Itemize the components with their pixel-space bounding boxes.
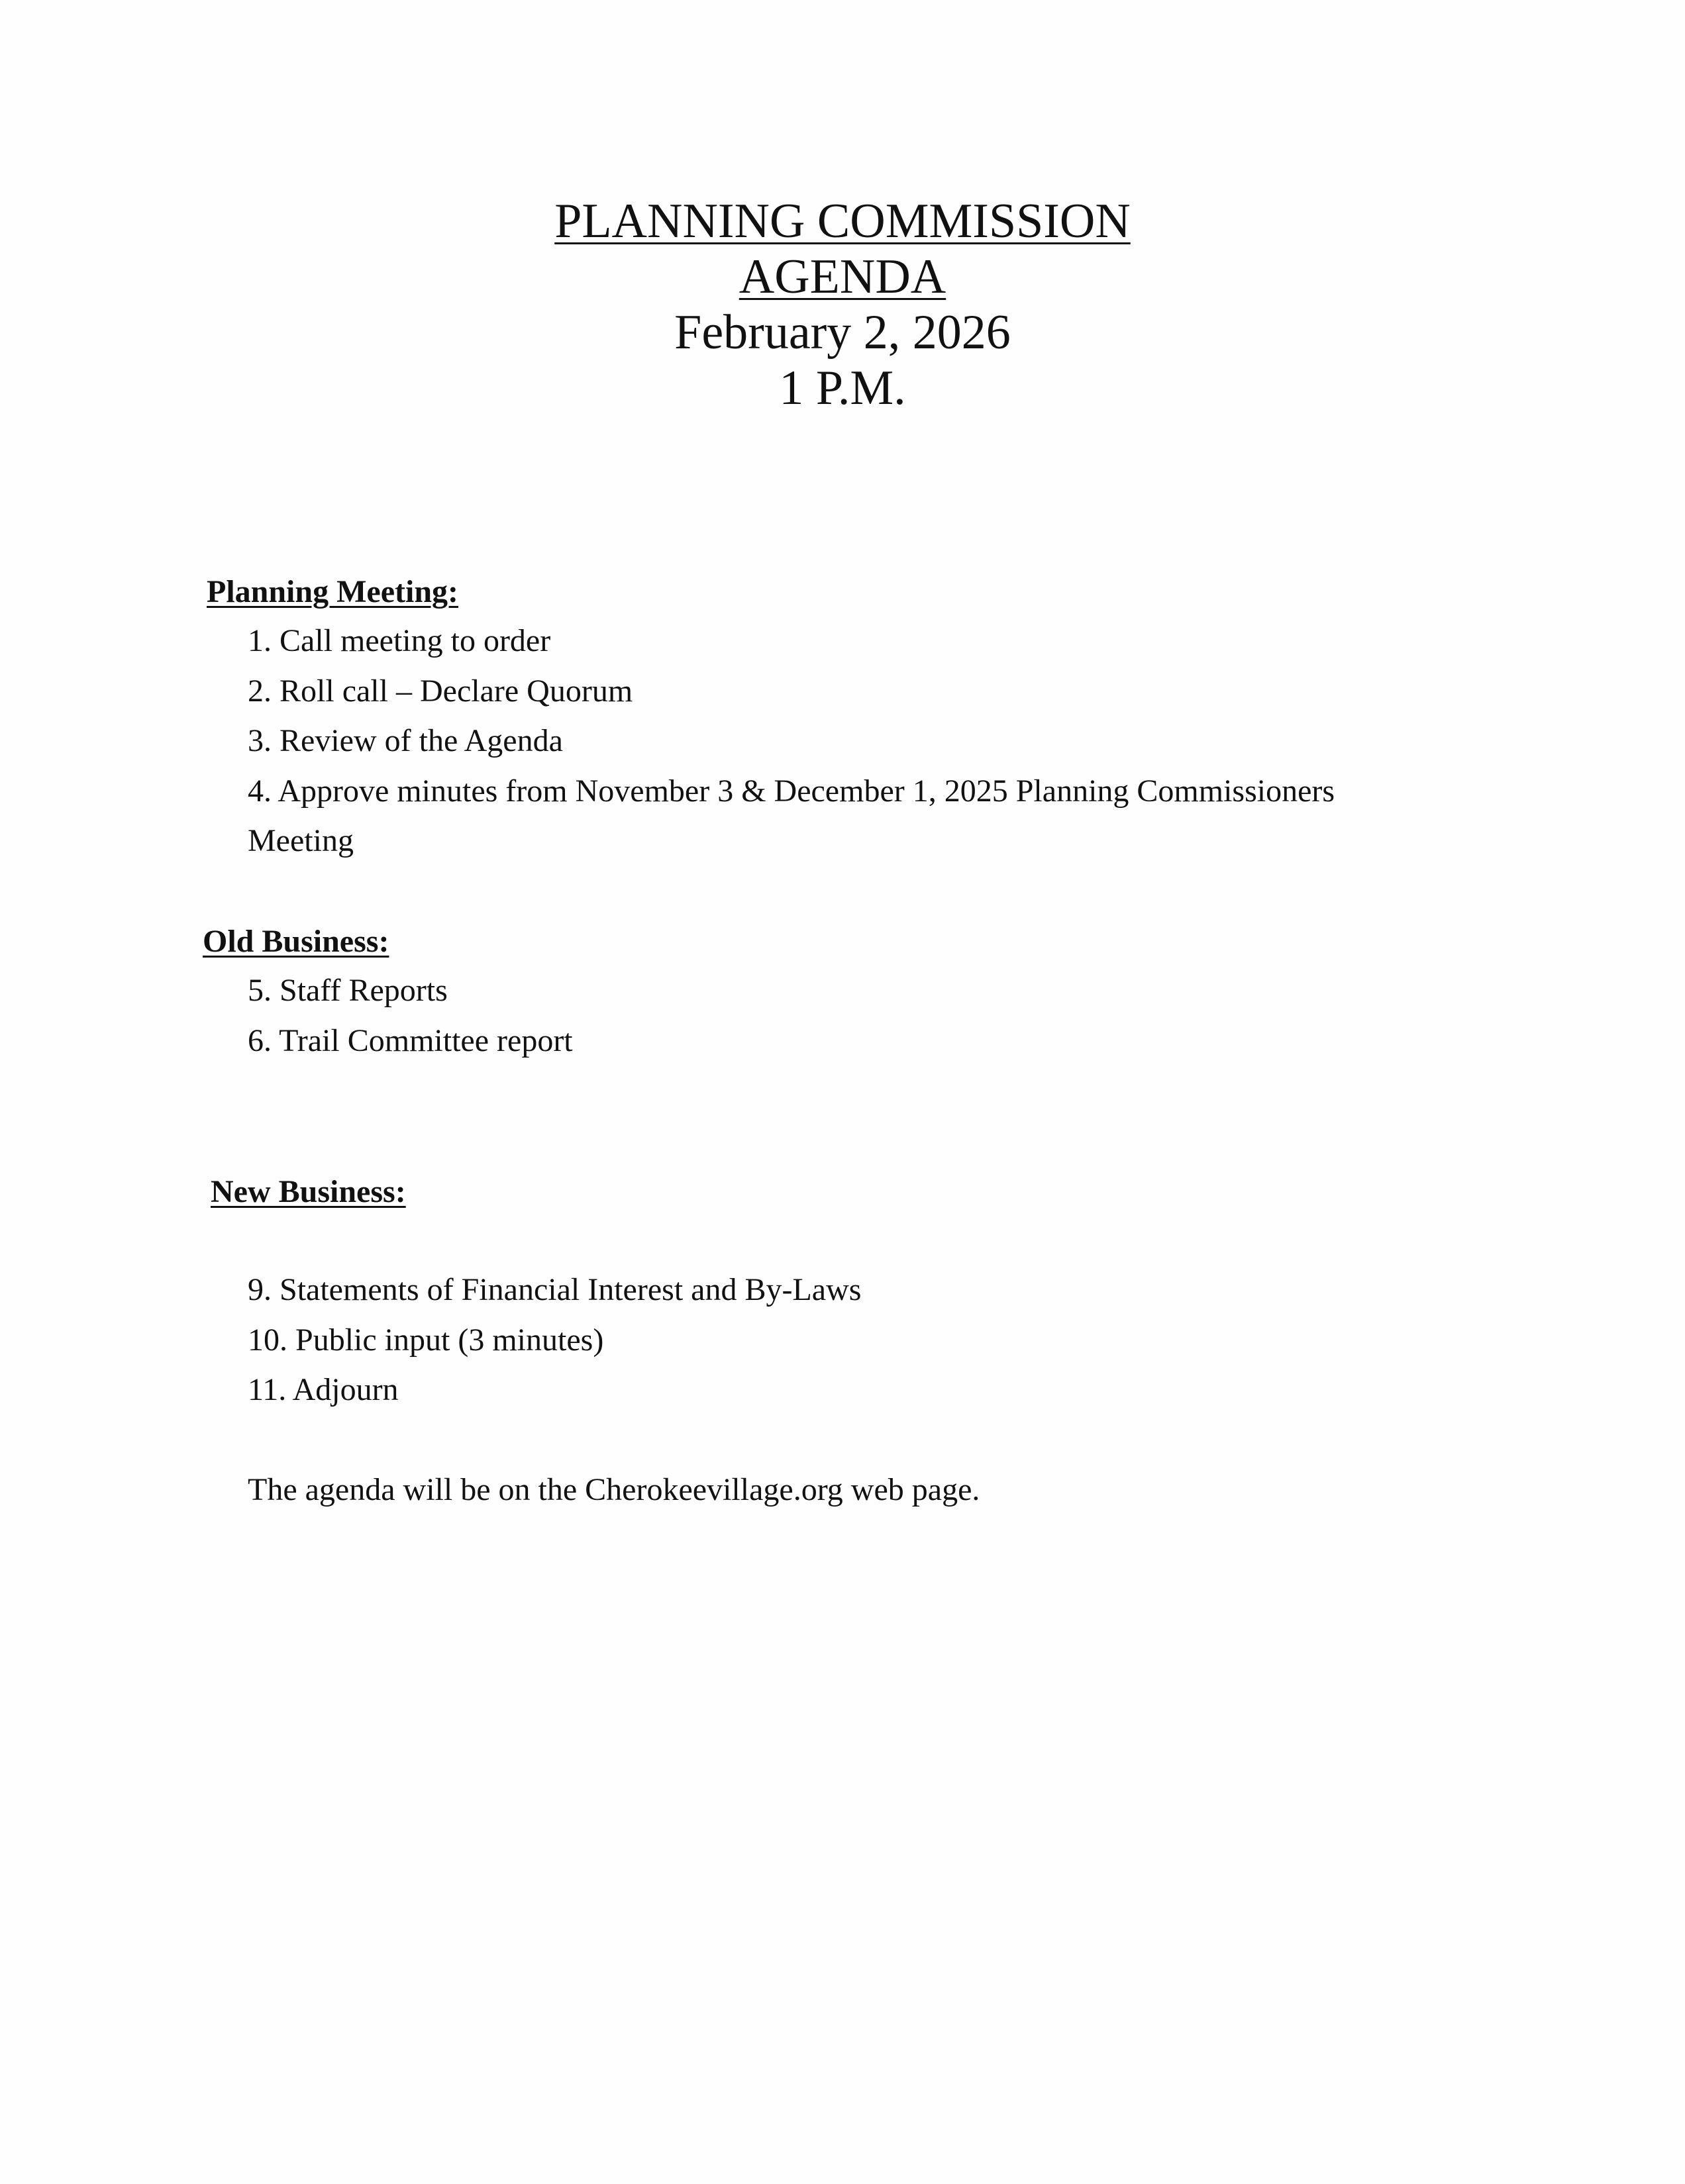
- section-heading-old-business: Old Business:: [203, 924, 389, 959]
- agenda-item-3: 3. Review of the Agenda: [248, 723, 563, 758]
- title-planning-commission: PLANNING COMMISSION: [554, 194, 1131, 248]
- agenda-item-4: 4. Approve minutes from November 3 & December 1, 2025 Planning Commissioners: [248, 773, 1335, 809]
- meeting-time: 1 P.M.: [779, 361, 906, 415]
- agenda-item-2: 2. Roll call – Declare Quorum: [248, 673, 633, 709]
- title-agenda: AGENDA: [739, 250, 946, 304]
- meeting-date: February 2, 2026: [674, 305, 1011, 360]
- agenda-item-1: 1. Call meeting to order: [248, 623, 551, 658]
- title-line-1: [0, 193, 1685, 250]
- section-heading-planning-meeting: Planning Meeting:: [207, 574, 458, 609]
- section-heading-new-business: New Business:: [211, 1174, 406, 1209]
- agenda-item-11: 11. Adjourn: [248, 1372, 399, 1407]
- title-line-2: [0, 249, 1685, 305]
- agenda-item-5: 5. Staff Reports: [248, 973, 448, 1008]
- agenda-item-10: 10. Public input (3 minutes): [248, 1322, 604, 1358]
- footer-note: The agenda will be on the Cherokeevillage.org web page.: [248, 1472, 980, 1507]
- agenda-item-4-continued: Meeting: [248, 823, 354, 858]
- agenda-item-6: 6. Trail Committee report: [248, 1023, 573, 1058]
- agenda-item-9: 9. Statements of Financial Interest and By-Laws: [248, 1272, 862, 1307]
